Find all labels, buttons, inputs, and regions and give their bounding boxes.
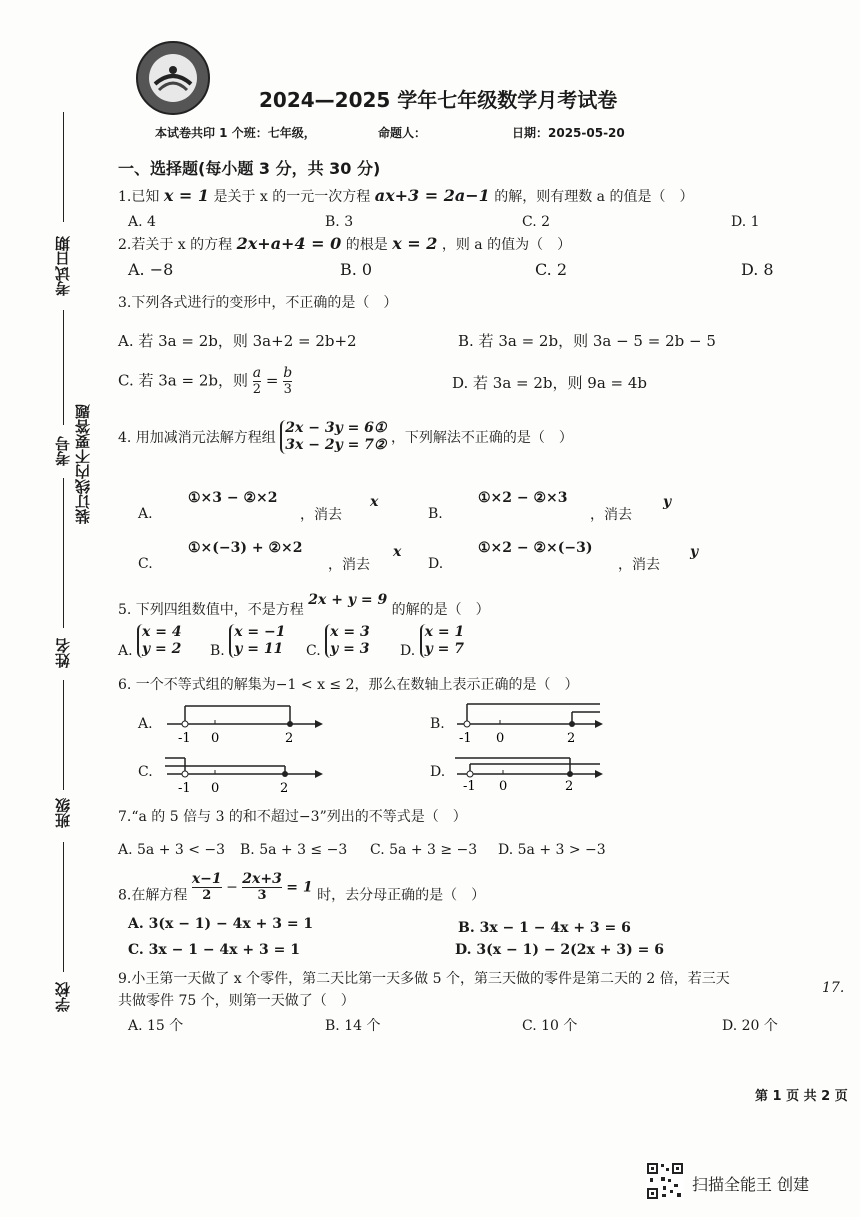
q2-stem-b: 的根是 <box>345 237 388 253</box>
q4-stem-b: ，下列解法不正确的是（ ） <box>390 430 573 446</box>
q8-option-a: A. 3(x − 1) − 4x + 3 = 1 <box>128 916 314 932</box>
q7-option-b: B. 5a + 3 ≤ −3 <box>240 842 348 858</box>
q6-numberline-b <box>455 698 605 746</box>
q5-option-a: A. x = 4 y = 2 <box>118 624 182 659</box>
q6-a-tick-2: 0 <box>211 731 220 746</box>
q6-d-tick-3: 2 <box>565 779 574 794</box>
q1-option-c: C. 2 <box>522 214 551 230</box>
q2-stem-a: 2.若关于 x 的方程 <box>118 237 233 253</box>
q4-option-b: B. ①×2 − ②×3 ，消去 y <box>428 490 672 523</box>
question-1 <box>118 186 693 206</box>
q6-c-tick-1: -1 <box>178 781 191 794</box>
q8-frac2: $\frac{2x+3}{3}$ <box>242 871 282 903</box>
q5-option-c: C. x = 3 y = 3 <box>306 624 370 659</box>
school-logo <box>135 40 211 116</box>
q6-option-b-label: B. <box>430 716 445 732</box>
binding-line-3 <box>63 478 64 628</box>
q1-stem-c: 的解，则有理数 a 的值是（ ） <box>494 189 694 205</box>
q2-stem-c: ，则 a 的值为（ ） <box>441 237 572 253</box>
q6-b-tick-1: -1 <box>459 731 472 746</box>
q8-frac1: $\frac{x-1}{2}$ <box>191 871 222 903</box>
q6-option-a-label: A. <box>138 716 153 732</box>
q5-eq: 2x + y = 9 <box>308 592 388 608</box>
q5-stem-a: 5. 下列四组数值中，不是方程 <box>118 602 304 618</box>
q4-option-a: A. ①×3 − ②×2 ，消去 x <box>138 490 379 523</box>
q6-numberline-a <box>165 698 325 746</box>
binding-line-1 <box>63 112 64 222</box>
q8-stem-b: 时，去分母正确的是（ ） <box>317 887 486 904</box>
q4-option-d: D. ①×2 − ②×(−3) ，消去 y <box>428 540 699 573</box>
q6-b-tick-3: 2 <box>567 731 576 746</box>
q8-minus: − <box>226 879 238 896</box>
binding-line-4 <box>63 680 64 790</box>
q4-stem-a: 4. 用加减消元法解方程组 <box>118 430 276 446</box>
q5-option-b: B. x = −1 y = 11 <box>210 624 286 659</box>
section-heading: 一、选择题(每小题 3 分，共 30 分) <box>118 159 381 178</box>
qr-code-icon <box>646 1162 684 1200</box>
q1-option-d: D. 1 <box>731 214 760 230</box>
q6-c-tick-3: 2 <box>280 781 289 794</box>
binding-line-5 <box>63 842 64 972</box>
q4-system: 2x − 3y = 6① 3x − 2y = 7② <box>280 420 386 454</box>
question-7: 7.“a 的 5 倍与 3 的和不超过−3”列出的不等式是（ ） <box>118 809 467 825</box>
q2-cond: x = 2 <box>392 234 438 253</box>
q3-c-eq: = <box>265 371 279 390</box>
q1-stem-a: 1.已知 <box>118 189 160 205</box>
page-number: 第 1 页 共 2 页 <box>755 1089 848 1104</box>
side-school: 学校 <box>54 982 72 1012</box>
q1-stem-b: 是关于 x 的一元一次方程 <box>213 189 371 205</box>
page-title: 2024—2025 学年七年级数学月考试卷 <box>259 88 618 112</box>
q6-option-c-label: C. <box>138 764 153 780</box>
q3-c-frac2: $\frac{b}{3}$ <box>283 365 293 397</box>
side-exam-no: 考号 <box>54 436 72 466</box>
side-class: 班级 <box>54 798 72 828</box>
q2-option-a: A. −8 <box>128 260 174 279</box>
q8-option-b: B. 3x − 1 − 4x + 3 = 6 <box>458 920 631 936</box>
q8-option-d: D. 3(x − 1) − 2(2x + 3) = 6 <box>455 942 664 958</box>
q6-numberline-d <box>455 752 605 794</box>
info-class: 本试卷共印 1 个班：七年级， <box>155 126 316 140</box>
q2-option-b: B. 0 <box>340 260 373 279</box>
question-4 <box>118 420 573 454</box>
q2-option-c: C. 2 <box>535 260 568 279</box>
q3-c-pre: C. 若 3a = 2b，则 <box>118 371 248 390</box>
q6-c-tick-2: 0 <box>211 781 220 794</box>
q6-option-d-label: D. <box>430 764 446 780</box>
q9-option-a: A. 15 个 <box>128 1018 184 1034</box>
q3-option-a: A. 若 3a = 2b，则 3a+2 = 2b+2 <box>118 332 357 350</box>
q9-margin-note: 17. <box>822 980 845 996</box>
q5-stem-b: 的解的是（ ） <box>391 602 490 618</box>
q1-cond: x = 1 <box>163 186 210 205</box>
q8-stem-a: 8.在解方程 <box>118 887 188 904</box>
q7-option-a: A. 5a + 3 < −3 <box>118 842 226 858</box>
q8-option-c: C. 3x − 1 − 4x + 3 = 1 <box>128 942 300 958</box>
q1-option-a: A. 4 <box>128 214 156 230</box>
question-9-line-1: 9.小王第一天做了 x 个零件，第二天比第一天多做 5 个，第三天做的零件是第二天的 2 倍，若三天 <box>118 971 730 987</box>
q9-option-b: B. 14 个 <box>325 1018 381 1034</box>
side-no-answer: 装订线内不要答题 <box>74 404 92 524</box>
info-date: 日期：2025-05-20 <box>512 126 625 140</box>
q6-a-tick-3: 2 <box>285 731 294 746</box>
question-2 <box>118 234 571 254</box>
q6-d-tick-1: -1 <box>463 779 476 794</box>
q6-numberline-c <box>165 752 325 794</box>
side-exam-date: 考试日期 <box>54 236 72 296</box>
q8-eq1: = 1 <box>286 879 313 896</box>
q5-option-d: D. x = 1 y = 7 <box>400 624 465 659</box>
q3-c-frac1: $\frac{a}{2}$ <box>252 365 262 397</box>
q4-option-c: C. ①×(−3) + ②×2 ，消去 x <box>138 540 402 573</box>
question-8 <box>118 872 485 905</box>
q7-option-d: D. 5a + 3 > −3 <box>498 842 606 858</box>
question-5 <box>118 592 490 619</box>
scanner-watermark: 扫描全能王 创建 <box>692 1175 810 1194</box>
question-6: 6. 一个不等式组的解集为−1 < x ≤ 2，那么在数轴上表示正确的是（ ） <box>118 677 579 693</box>
q9-option-c: C. 10 个 <box>522 1018 578 1034</box>
q3-option-b: B. 若 3a = 2b，则 3a − 5 = 2b − 5 <box>458 332 716 350</box>
q7-option-c: C. 5a + 3 ≥ −3 <box>370 842 478 858</box>
q2-eq: 2x+a+4 = 0 <box>236 234 342 253</box>
q6-b-tick-2: 0 <box>496 731 505 746</box>
q6-a-tick-1: -1 <box>178 731 191 746</box>
side-name: 姓名 <box>54 638 72 668</box>
q3-option-d: D. 若 3a = 2b，则 9a = 4b <box>452 374 648 392</box>
q2-option-d: D. 8 <box>741 260 774 279</box>
q1-eq: ax+3 = 2a−1 <box>374 186 490 205</box>
q6-d-tick-2: 0 <box>499 779 508 794</box>
question-9-line-2: 共做零件 75 个，则第一天做了（ ） <box>118 993 355 1009</box>
q3-option-c <box>118 366 292 397</box>
question-3: 3.下列各式进行的变形中，不正确的是（ ） <box>118 295 398 311</box>
q9-option-d: D. 20 个 <box>722 1018 778 1034</box>
binding-line-2 <box>63 310 64 425</box>
q1-option-b: B. 3 <box>325 214 354 230</box>
info-author: 命题人： <box>378 126 427 140</box>
